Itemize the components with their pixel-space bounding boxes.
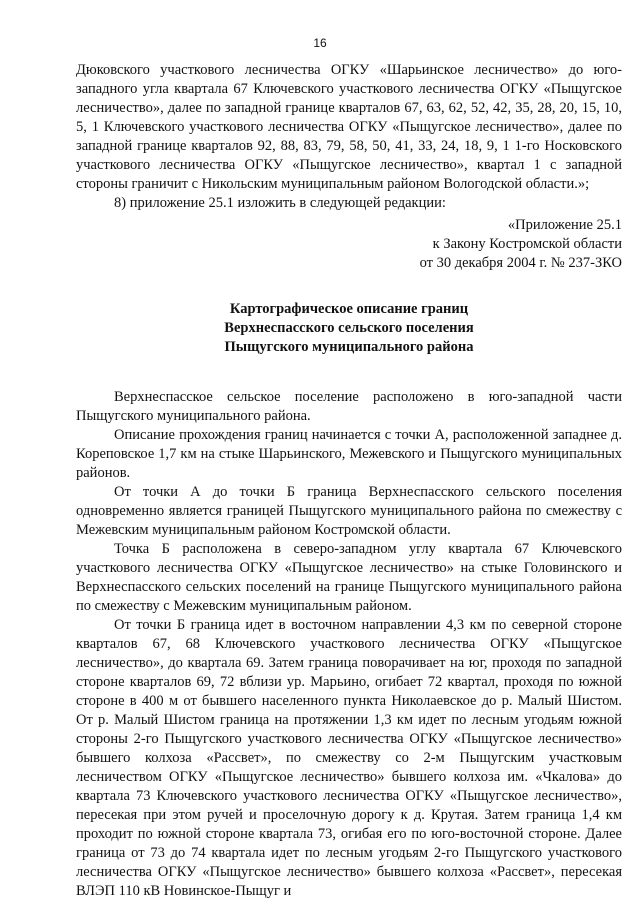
paragraph-continuation: Дюковского участкового лесничества ОГКУ «Шарьинское лесничество» до юго-западного угла квартала 67 Ключевского участкового лесничества ОГКУ «Пыщугское лесничество», далее по западной границе кварталов 67, 63, 62, 52, 42, 35, 28, 20, 15, 10, 5, 1 Ключевского участкового лесничества ОГКУ «Пыщугское лесничество», далее по западной границе кварталов 92, 88, 83, 79, 58, 50, 41, 33, 24, 18, 9, 1 1-го Носковского участкового лесничества ОГКУ «Пыщугское лесничество», квартал 1 с западной стороны граничит с Никольским муниципальным районом Вологодской области.»; bbox=[76, 62, 622, 192]
paragraph-5: От точки Б граница идет в восточном направлении 4,3 км по северной стороне кварталов 67, 68 Ключевского участкового лесничества ОГКУ «Пыщугское лесничество», до квартала 69. Затем граница поворачивает на юг, проходя по западной стороне кварталов 69, 72 вблизи ур. Марьино, огибает 72 квартал, проходя по южной стороне в 400 м от бывшего населенного пункта Николаевское до р. Малый Шистом. От р. Малый Шистом граница на протяжении 1,3 км идет по лесным угодьям южной стороны 2-го Пыщугского участкового лесничества ОГКУ «Пыщугское лесничество» бывшего колхоза «Рассвет», по смежеству со 2-м Пыщугским участковым лесничеством ОГКУ «Пыщугское лесничество» бывшего колхоза им. «Чкалова» до квартала 73 Ключевского участкового лесничества ОГКУ «Пыщугское лесничество», пересекая при этом ручей и проселочную дорогу к д. Крутая. Затем граница 1,4 км проходит по южной стороне квартала 73, огибая его по юго-восточной стороне. Далее граница от 73 до 74 квартала идет по лесным угодьям 2-го Пыщугского участкового лесничества ОГКУ «Пыщугское лесничество» бывшего колхоза «Рассвет», пересекая ВЛЭП 110 кВ Новинское-Пыщуг и bbox=[76, 617, 622, 899]
title-line-1: Картографическое описание границ bbox=[229, 301, 469, 317]
appendix-line-2: к Закону Костромской области bbox=[432, 236, 622, 252]
paragraph-3: От точки А до точки Б граница Верхнеспасского сельского поселения одновременно является границей Пыщугского муниципального района по смежеству с Межевским муниципальным районом Костромской области. bbox=[76, 484, 622, 538]
appendix-line-1: «Приложение 25.1 bbox=[507, 217, 622, 233]
paragraph-2: Описание прохождения границ начинается с точки А, расположенной западнее д. Кореповское 1,7 км на стыке Шарьинского, Межевского и Пыщугского муниципальных районов. bbox=[76, 427, 622, 481]
appendix-header bbox=[76, 216, 622, 273]
title-line-3: Пыщугского муниципального района bbox=[224, 339, 474, 355]
page-number: 16 bbox=[313, 36, 327, 50]
title-line-2: Верхнеспасского сельского поселения bbox=[224, 320, 474, 336]
document-body bbox=[76, 61, 622, 901]
paragraph-1: Верхнеспасское сельское поселение расположено в юго-западной части Пыщугского муниципального района. bbox=[76, 389, 622, 424]
appendix-line-3: от 30 декабря 2004 г. № 237-ЗКО bbox=[419, 255, 622, 271]
paragraph-amendment: 8) приложение 25.1 изложить в следующей редакции: bbox=[114, 195, 446, 211]
section-title bbox=[76, 300, 622, 357]
paragraph-4: Точка Б расположена в северо-западном углу квартала 67 Ключевского участкового лесничества ОГКУ «Пыщугское лесничество» на стыке Головинского и Верхнеспасского сельских поселений на границе Пыщугского муниципального района по смежеству с Межевским муниципальным районом. bbox=[76, 541, 622, 614]
